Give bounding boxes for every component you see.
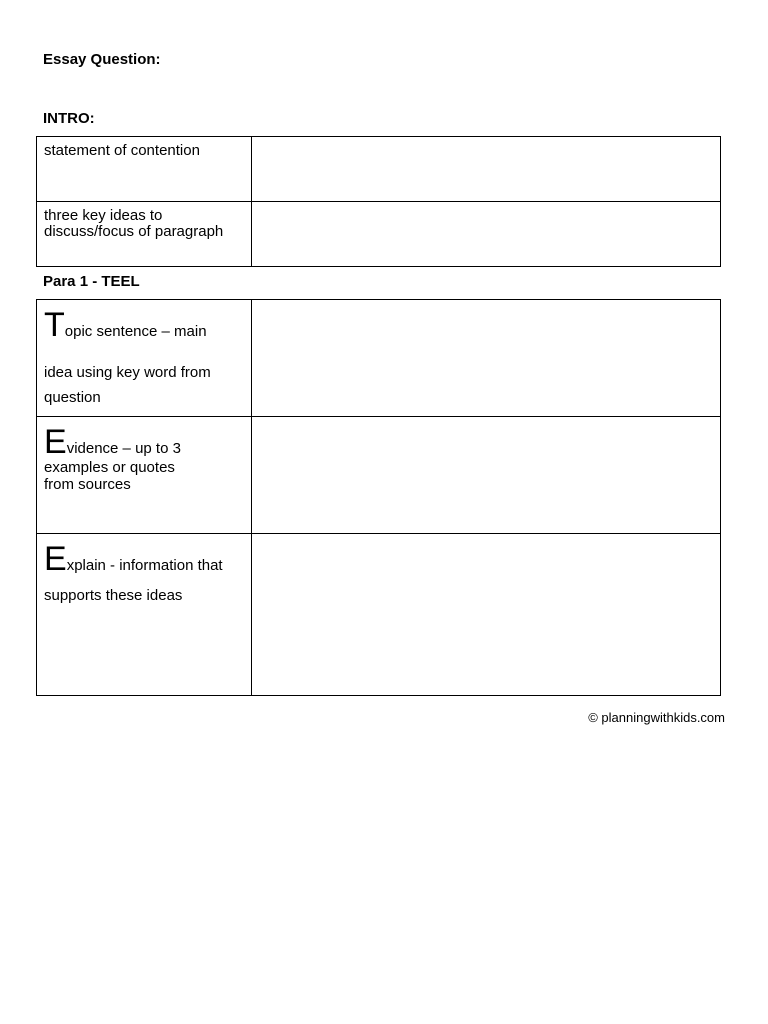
intro-answer-cell[interactable]	[252, 137, 721, 202]
table-row	[37, 202, 721, 267]
intro-label-text: statement of contention	[44, 142, 200, 159]
intro-label-cell	[37, 137, 252, 202]
intro-heading: INTRO:	[43, 110, 95, 127]
teel-answer-cell[interactable]	[252, 534, 721, 696]
teel-table	[36, 299, 721, 696]
intro-table	[36, 136, 721, 267]
teel-label-text: Topic sentence – main idea using key word from question	[44, 306, 211, 406]
teel-answer-cell[interactable]	[252, 300, 721, 417]
teel-initial-letter: T	[44, 306, 65, 344]
essay-question-label: Essay Question:	[43, 51, 161, 68]
teel-initial-letter: E	[44, 423, 67, 461]
teel-label-text: Evidence – up to 3 examples or quotes from sources	[44, 423, 181, 493]
intro-answer-cell[interactable]	[252, 202, 721, 267]
teel-label-cell	[37, 534, 252, 696]
copyright-notice: © planningwithkids.com	[588, 710, 725, 725]
teel-initial-letter: E	[44, 540, 67, 578]
teel-label-cell	[37, 417, 252, 534]
table-row	[37, 417, 721, 534]
intro-label-text: three key ideas to	[44, 207, 163, 224]
table-row	[37, 534, 721, 696]
table-row	[37, 137, 721, 202]
teel-label-cell	[37, 300, 252, 417]
para1-heading: Para 1 - TEEL	[43, 273, 140, 290]
teel-answer-cell[interactable]	[252, 417, 721, 534]
table-row	[37, 300, 721, 417]
intro-label-cell	[37, 202, 252, 267]
teel-label-text: Explain - information that supports these ideas	[44, 540, 223, 604]
intro-label-text: discuss/focus of paragraph	[44, 223, 224, 240]
